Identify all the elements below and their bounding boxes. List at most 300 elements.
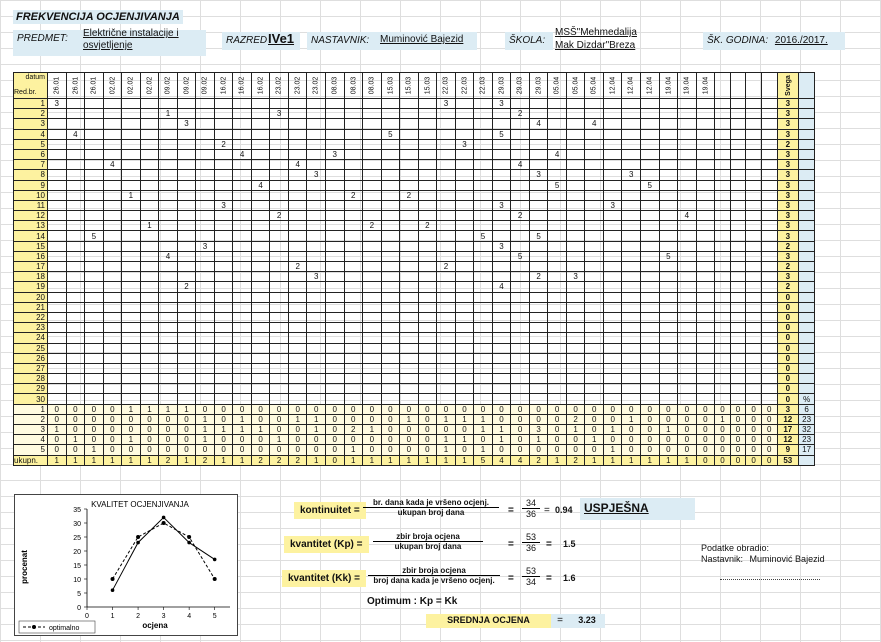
date-label: 09.02 bbox=[164, 76, 172, 95]
grade-cell bbox=[122, 394, 141, 404]
date-header bbox=[381, 73, 400, 99]
grade-cell bbox=[48, 241, 67, 251]
grade-cell bbox=[548, 221, 567, 231]
grade-cell bbox=[270, 221, 289, 231]
count-cell: 1 bbox=[233, 425, 252, 435]
count-cell: 0 bbox=[103, 404, 122, 414]
grade-cell bbox=[214, 190, 233, 200]
grade-cell bbox=[437, 200, 456, 210]
count-cell: 1 bbox=[492, 425, 511, 435]
grade-cell bbox=[455, 343, 474, 353]
grade-cell bbox=[122, 99, 141, 109]
grade-cell bbox=[270, 272, 289, 282]
grade-cell bbox=[730, 302, 746, 312]
grade-cell bbox=[270, 312, 289, 322]
grade-cell bbox=[696, 119, 715, 129]
grade-cell bbox=[400, 109, 419, 119]
grade-cell bbox=[511, 231, 530, 241]
grade-cell bbox=[48, 302, 67, 312]
grade-cell bbox=[159, 272, 178, 282]
page-title: FREKVENCIJA OCJENJIVANJA bbox=[13, 10, 183, 24]
grade-cell bbox=[363, 292, 382, 302]
grade-cell bbox=[548, 374, 567, 384]
grade-cell bbox=[659, 109, 678, 119]
grade-cell bbox=[307, 109, 326, 119]
grade-cell bbox=[418, 374, 437, 384]
grade-cell bbox=[566, 302, 585, 312]
grade-cell bbox=[696, 323, 715, 333]
count-cell: 0 bbox=[678, 445, 697, 455]
grade-cell bbox=[381, 323, 400, 333]
grade-cell bbox=[730, 343, 746, 353]
date-label: 19.04 bbox=[701, 76, 709, 95]
grade-cell bbox=[159, 302, 178, 312]
grade-cell bbox=[48, 119, 67, 129]
svega-cell: 0 bbox=[777, 353, 799, 363]
count-cell: 0 bbox=[678, 404, 697, 414]
grade-grid bbox=[13, 72, 815, 466]
grade-cell bbox=[85, 251, 104, 261]
svega-cell: 0 bbox=[777, 394, 799, 404]
grade-cell bbox=[603, 363, 622, 373]
ukupno-cell: 4 bbox=[511, 455, 530, 465]
grade-cell bbox=[715, 343, 731, 353]
grade-cell bbox=[696, 374, 715, 384]
count-cell: 0 bbox=[66, 445, 85, 455]
grade-cell bbox=[548, 231, 567, 241]
count-cell: 0 bbox=[159, 414, 178, 424]
grade-cell bbox=[659, 343, 678, 353]
grade-cell bbox=[140, 262, 159, 272]
grade-cell bbox=[492, 312, 511, 322]
grade-cell bbox=[437, 221, 456, 231]
svega-cell: 3 bbox=[777, 211, 799, 221]
svega-cell: 3 bbox=[777, 160, 799, 170]
grade-cell bbox=[400, 180, 419, 190]
grade-cell bbox=[48, 149, 67, 159]
date-label: 05.04 bbox=[553, 76, 561, 95]
count-cell: 1 bbox=[474, 414, 493, 424]
grade-cell bbox=[566, 221, 585, 231]
grade-cell: 5 bbox=[85, 231, 104, 241]
count-cell: 0 bbox=[233, 445, 252, 455]
grade-cell bbox=[196, 211, 215, 221]
grade-cell bbox=[177, 109, 196, 119]
grade-cell bbox=[251, 149, 270, 159]
grade-cell bbox=[511, 99, 530, 109]
grade-cell bbox=[529, 190, 548, 200]
grade-cell bbox=[85, 302, 104, 312]
grade-cell bbox=[548, 211, 567, 221]
percent-cell-blank bbox=[799, 129, 815, 139]
grade-cell bbox=[761, 99, 777, 109]
grade-cell bbox=[159, 323, 178, 333]
grade-cell bbox=[715, 251, 731, 261]
grade-cell bbox=[715, 190, 731, 200]
grade-cell bbox=[103, 180, 122, 190]
grade-cell bbox=[659, 333, 678, 343]
svega-cell: 0 bbox=[777, 363, 799, 373]
grade-cell bbox=[641, 384, 660, 394]
y-tick-label: 25 bbox=[73, 535, 81, 542]
grade-cell: 3 bbox=[492, 200, 511, 210]
grade-cell bbox=[474, 394, 493, 404]
grade-cell bbox=[251, 363, 270, 373]
grade-cell bbox=[548, 119, 567, 129]
grade-cell bbox=[233, 231, 252, 241]
row-number: 20 bbox=[14, 292, 48, 302]
grade-cell bbox=[307, 363, 326, 373]
grade-cell bbox=[363, 241, 382, 251]
date-header bbox=[603, 73, 622, 99]
ukupno-cell: 0 bbox=[761, 455, 777, 465]
grade-cell bbox=[159, 170, 178, 180]
count-cell: 0 bbox=[603, 414, 622, 424]
grade-cell bbox=[288, 149, 307, 159]
svega-cell: 0 bbox=[777, 292, 799, 302]
grade-cell bbox=[159, 211, 178, 221]
grade-cell bbox=[270, 241, 289, 251]
grade-cell bbox=[603, 323, 622, 333]
grade-cell bbox=[641, 394, 660, 404]
grade-cell bbox=[177, 394, 196, 404]
grade-cell bbox=[251, 251, 270, 261]
count-cell: 0 bbox=[103, 435, 122, 445]
grade-cell bbox=[233, 262, 252, 272]
grade-cell bbox=[585, 394, 604, 404]
grade-cell bbox=[641, 231, 660, 241]
grade-cell bbox=[325, 302, 344, 312]
grade-cell bbox=[696, 353, 715, 363]
grade-cell bbox=[270, 149, 289, 159]
chart-ylabel: procenat bbox=[20, 550, 29, 584]
grade-cell bbox=[103, 200, 122, 210]
grade-cell bbox=[548, 251, 567, 261]
grade-cell bbox=[761, 231, 777, 241]
grade-cell bbox=[585, 160, 604, 170]
date-header bbox=[122, 73, 141, 99]
count-cell: 1 bbox=[492, 435, 511, 445]
ukupno-cell: 1 bbox=[548, 455, 567, 465]
student-row bbox=[14, 292, 815, 302]
grade-cell: 3 bbox=[196, 241, 215, 251]
grade-cell: 1 bbox=[159, 109, 178, 119]
grade-cell bbox=[177, 99, 196, 109]
date-header-row bbox=[14, 73, 815, 99]
ukupno-percent-blank bbox=[799, 455, 815, 465]
grade-cell bbox=[66, 251, 85, 261]
count-cell: 0 bbox=[66, 425, 85, 435]
godina-box bbox=[703, 32, 845, 50]
grade-cell bbox=[288, 353, 307, 363]
grade-cell bbox=[659, 241, 678, 251]
grade-cell bbox=[511, 394, 530, 404]
grade-cell bbox=[214, 333, 233, 343]
grade-cell bbox=[159, 333, 178, 343]
grade-cell bbox=[437, 190, 456, 200]
grade-cell bbox=[730, 394, 746, 404]
student-row bbox=[14, 251, 815, 261]
grade-cell bbox=[641, 272, 660, 282]
ukupno-cell: 0 bbox=[715, 455, 731, 465]
grade-cell bbox=[381, 180, 400, 190]
grade-cell: 3 bbox=[529, 170, 548, 180]
count-cell: 1 bbox=[344, 445, 363, 455]
grade-cell bbox=[455, 272, 474, 282]
footer-nastavnik-label: Nastavnik: bbox=[701, 554, 744, 564]
kp-num-text: zbir broja ocjena bbox=[373, 532, 483, 542]
grade-cell bbox=[548, 323, 567, 333]
grade-cell bbox=[233, 333, 252, 343]
kontinuitet-num: 34 bbox=[522, 498, 540, 509]
count-cell: 1 bbox=[307, 425, 326, 435]
student-row bbox=[14, 109, 815, 119]
percent-cell-blank bbox=[799, 119, 815, 129]
grade-cell bbox=[251, 312, 270, 322]
grade-cell bbox=[233, 323, 252, 333]
count-cell: 0 bbox=[696, 425, 715, 435]
svega-cell: 3 bbox=[777, 109, 799, 119]
grade-count-row bbox=[14, 414, 815, 424]
grade-cell bbox=[603, 109, 622, 119]
grade-cell bbox=[85, 180, 104, 190]
row-number: 9 bbox=[14, 180, 48, 190]
grade-cell bbox=[381, 139, 400, 149]
grade-cell bbox=[66, 160, 85, 170]
grade-cell bbox=[659, 211, 678, 221]
grade-cell bbox=[103, 312, 122, 322]
grade-cell bbox=[85, 109, 104, 119]
grade-cell bbox=[85, 333, 104, 343]
grade-cell bbox=[659, 160, 678, 170]
grade-cell bbox=[48, 374, 67, 384]
percent-cell-blank bbox=[799, 302, 815, 312]
grade-cell bbox=[381, 262, 400, 272]
grade-cell bbox=[270, 363, 289, 373]
nastavnik-label: NASTAVNIK: bbox=[307, 32, 477, 50]
grade-cell bbox=[196, 302, 215, 312]
row-number: 4 bbox=[14, 129, 48, 139]
grade-cell bbox=[511, 302, 530, 312]
grade-cell bbox=[696, 272, 715, 282]
legend-label: optimalno bbox=[49, 625, 80, 632]
grade-cell bbox=[325, 180, 344, 190]
count-cell: 0 bbox=[715, 425, 731, 435]
count-cell: 0 bbox=[381, 445, 400, 455]
grade-cell bbox=[307, 333, 326, 343]
grade-cell bbox=[659, 272, 678, 282]
count-cell: 0 bbox=[177, 414, 196, 424]
grade-cell bbox=[548, 160, 567, 170]
grade-cell bbox=[585, 200, 604, 210]
grade-cell bbox=[48, 333, 67, 343]
data-point-ostvareno bbox=[213, 558, 217, 562]
grade-cell bbox=[730, 363, 746, 373]
count-cell: 1 bbox=[400, 414, 419, 424]
grade-cell bbox=[761, 262, 777, 272]
grade-cell bbox=[196, 160, 215, 170]
grade-cell bbox=[196, 292, 215, 302]
grade-cell bbox=[715, 272, 731, 282]
grade-cell bbox=[437, 119, 456, 129]
student-row bbox=[14, 160, 815, 170]
signature-line bbox=[720, 568, 820, 580]
grade-cell bbox=[696, 129, 715, 139]
grade-cell bbox=[761, 200, 777, 210]
grade-cell bbox=[585, 109, 604, 119]
student-row bbox=[14, 119, 815, 129]
grade-cell bbox=[455, 211, 474, 221]
student-row bbox=[14, 363, 815, 373]
grade-cell bbox=[307, 149, 326, 159]
grade-cell bbox=[659, 353, 678, 363]
grade-cell bbox=[730, 312, 746, 322]
svega-cell: 2 bbox=[777, 139, 799, 149]
date-label: 19.04 bbox=[683, 76, 691, 95]
grade-cell bbox=[140, 109, 159, 119]
grade-cell bbox=[66, 211, 85, 221]
grade-cell bbox=[492, 262, 511, 272]
grade-cell bbox=[696, 109, 715, 119]
grade-cell bbox=[251, 160, 270, 170]
svega-cell: 3 bbox=[777, 221, 799, 231]
grade-cell bbox=[548, 190, 567, 200]
grade-cell bbox=[474, 323, 493, 333]
grade-cell bbox=[103, 272, 122, 282]
count-cell: 1 bbox=[566, 425, 585, 435]
grade-cell bbox=[66, 200, 85, 210]
student-row bbox=[14, 374, 815, 384]
svega-cell: 2 bbox=[777, 282, 799, 292]
predmet-value-2: osvjetljenje bbox=[83, 40, 133, 51]
count-cell: 0 bbox=[696, 435, 715, 445]
count-cell: 1 bbox=[233, 414, 252, 424]
grade-cell bbox=[270, 353, 289, 363]
grade-cell bbox=[288, 231, 307, 241]
grade-cell bbox=[603, 333, 622, 343]
ukupno-cell: 1 bbox=[381, 455, 400, 465]
kp-ratio bbox=[522, 532, 540, 553]
grade-cell bbox=[122, 323, 141, 333]
grade-cell: 5 bbox=[529, 231, 548, 241]
grade-cell bbox=[270, 129, 289, 139]
grade-cell bbox=[363, 231, 382, 241]
grade-cell bbox=[122, 231, 141, 241]
grade-cell bbox=[548, 272, 567, 282]
grade-cell bbox=[66, 241, 85, 251]
grade-cell bbox=[196, 323, 215, 333]
grade-cell bbox=[418, 170, 437, 180]
grade-cell bbox=[400, 333, 419, 343]
count-cell: 0 bbox=[85, 414, 104, 424]
grade-cell bbox=[746, 292, 762, 302]
grade-cell bbox=[381, 241, 400, 251]
grade-cell bbox=[381, 200, 400, 210]
student-row bbox=[14, 282, 815, 292]
grade-cell bbox=[140, 343, 159, 353]
chart-title: KVALITET OCJENJIVANJA bbox=[91, 500, 189, 509]
grade-cell bbox=[400, 129, 419, 139]
count-cell: 2 bbox=[344, 425, 363, 435]
grade-cell bbox=[307, 312, 326, 322]
grade-cell bbox=[529, 139, 548, 149]
grade-cell bbox=[196, 282, 215, 292]
kontinuitet-eq: = bbox=[508, 505, 514, 516]
grade-cell bbox=[641, 119, 660, 129]
chart-xlabel: ocjena bbox=[142, 621, 168, 630]
grade-cell bbox=[641, 353, 660, 363]
date-header bbox=[233, 73, 252, 99]
grade-cell bbox=[603, 272, 622, 282]
grade-cell bbox=[122, 282, 141, 292]
grade-cell bbox=[715, 221, 731, 231]
grade-cell bbox=[103, 394, 122, 404]
grade-cell bbox=[288, 200, 307, 210]
grade-cell bbox=[363, 272, 382, 282]
count-cell: 0 bbox=[196, 404, 215, 414]
ukupno-cell: 2 bbox=[529, 455, 548, 465]
percent-cell-blank bbox=[799, 241, 815, 251]
grade-cell bbox=[66, 231, 85, 241]
svega-cell: 0 bbox=[777, 323, 799, 333]
grade-cell bbox=[696, 160, 715, 170]
grade-cell bbox=[122, 170, 141, 180]
grade-cell bbox=[585, 180, 604, 190]
grade-cell bbox=[85, 211, 104, 221]
percent-cell-blank bbox=[799, 333, 815, 343]
grade-cell bbox=[214, 109, 233, 119]
count-cell: 0 bbox=[307, 445, 326, 455]
count-cell: 0 bbox=[761, 435, 777, 445]
count-cell: 0 bbox=[66, 404, 85, 414]
grade-cell bbox=[177, 190, 196, 200]
footer-line1: Podatke obradio: bbox=[701, 543, 770, 553]
grade-cell bbox=[585, 323, 604, 333]
count-cell: 0 bbox=[678, 425, 697, 435]
grade-cell bbox=[730, 149, 746, 159]
grade-cell bbox=[603, 190, 622, 200]
count-cell: 0 bbox=[696, 414, 715, 424]
kk-approx: = bbox=[546, 573, 552, 584]
date-label: 09.02 bbox=[201, 76, 209, 95]
kk-den: 34 bbox=[525, 577, 536, 587]
grade-cell bbox=[251, 333, 270, 343]
count-cell: 1 bbox=[585, 435, 604, 445]
date-header bbox=[659, 73, 678, 99]
grade-cell bbox=[381, 190, 400, 200]
grade-cell bbox=[696, 211, 715, 221]
count-cell: 0 bbox=[140, 445, 159, 455]
student-row bbox=[14, 139, 815, 149]
count-cell: 0 bbox=[678, 414, 697, 424]
ukupno-cell: 2 bbox=[159, 455, 178, 465]
grade-cell bbox=[418, 343, 437, 353]
grade-cell bbox=[159, 149, 178, 159]
grade-cell bbox=[325, 99, 344, 109]
grade-cell bbox=[474, 312, 493, 322]
count-cell: 0 bbox=[730, 445, 746, 455]
grade-cell bbox=[437, 241, 456, 251]
grade-cell bbox=[177, 160, 196, 170]
grade-cell: 4 bbox=[233, 149, 252, 159]
count-cell: 0 bbox=[325, 404, 344, 414]
grade-cell bbox=[455, 160, 474, 170]
ukupno-cell: 1 bbox=[585, 455, 604, 465]
grade-label: 4 bbox=[14, 435, 48, 445]
grade-cell bbox=[715, 292, 731, 302]
count-cell: 0 bbox=[48, 445, 67, 455]
ukupno-cell: 0 bbox=[325, 455, 344, 465]
